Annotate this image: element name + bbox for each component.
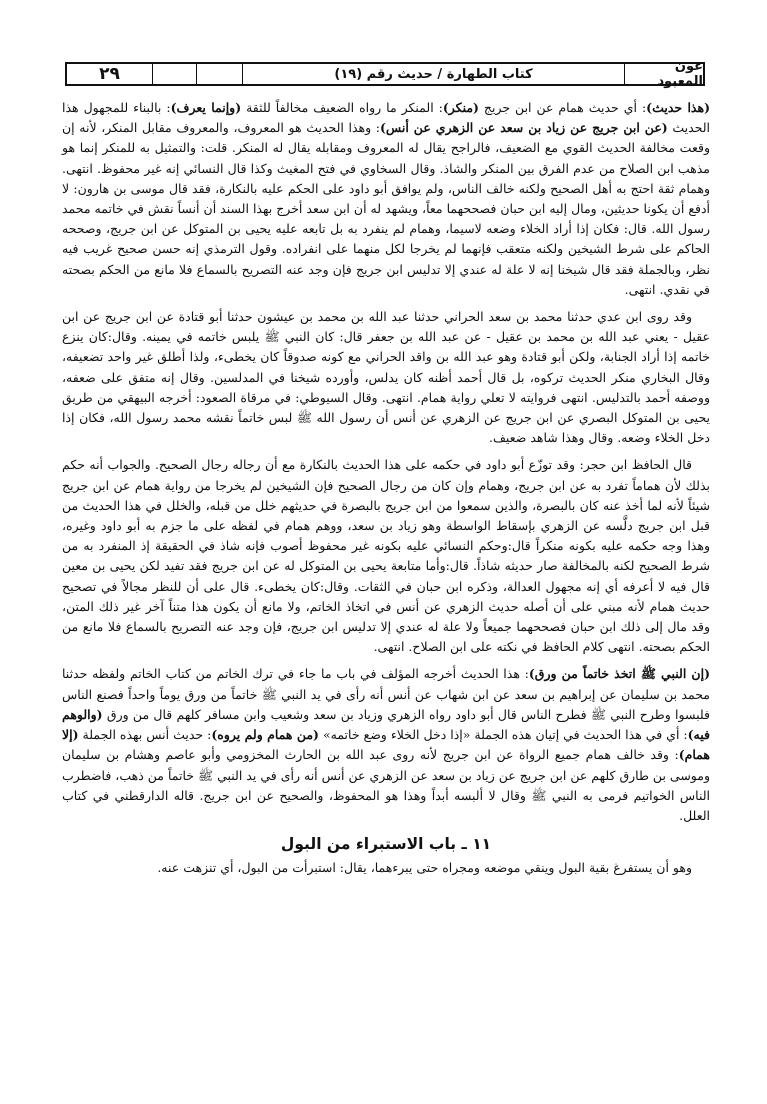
paragraph-3: قال الحافظ ابن حجر: وقد توزّع أبو داود في حكمه على هذا الحديث بالنكارة مع أن رجاله رجال الصحيح. والجواب أنه حكم بذلك لأن هماماً تفرد به عن ابن جريج، وهمام وإن كان من رجال الصحيح فإن الشيخين لم يخرجا من رواية همام عن ابن جريج شيئاً لأنه لما أخذ عنه كان بالبصرة، والذين سمعوا من ابن جريج بالبصرة في حديثهم خلل من قبله، والخلل في هذا الحديث من قبل ابن جريج دلَّسه عن الزهري بإسقاط الواسطة وهو زياد بن سعد، ووهم همام في لفظه على ما جزم به أبو داود وغيره، وهذا وجه حكمه عليه بكونه منكراً قال:وحكم النسائي عليه بكونه غير محفوظ أصوب فإنه شاذ في الحقيقة إذ المنفرد به من شرط الصحيح لكنه بالمخالفة صار حديثه شاذاً. قال:وأما متابعة يحيى بن المتوكل له عن ابن جريج فقد تفيد لكن يحيى بن معين قال فيه لا أعرفه أي إنه مجهول العدالة، وذكره ابن حبان في الثقات. وقال:كان يخطىء. قال على أن للنظر مجالاً في تصحيح حديث همام لأنه مبني على أن أصله حديث الزهري عن أنس في اتخاذ الخاتم، ولا مانع أن يكون هذا متناً آخر غير ذلك المتن، وقد مال إلى ذلك ابن حبان فصححهما جميعاً ولا علة له عندي إلا تدليس ابن جريج، فإن وجد عنه التصريح بالسماع فلا مانع من الحكم بصحته. انتهى كلام الحافظ في نكته على ابن الصلاح. انتهى. xyxy=(62,457,710,655)
lemma: (عن ابن جريج عن زياد بن سعد عن الزهري عن أنس) xyxy=(380,120,668,136)
commentary-text: : وقد خالف همام جميع الرواة عن ابن جريج لأنه روى عبد الله بن الحارث المخزومي وأبو عاصم وهشام بن سليمان وموسى بن طارق كلهم عن ابن جريج عن زياد بن سعد عن الزهري عن أنس أنه رأى في يد النبي ﷺ خاتماً من ذهب، فاضطرب الناس الخواتيم فرمى به النبي ﷺ وقال لا ألبسه أبداً وهذا هو المحفوظ، والصحيح عن ابن جريج. قاله الدارقطني في كتاب العلل. xyxy=(62,747,710,823)
header-empty-cell xyxy=(197,64,243,84)
lemma: (إلا همام) xyxy=(62,727,710,763)
paragraph-1 xyxy=(62,98,710,300)
lemma: (منكر) xyxy=(442,100,479,115)
lemma: (هذا حديث) xyxy=(646,100,710,115)
commentary-text: : المنكر ما رواه الضعيف مخالفاً للثقة xyxy=(241,100,443,115)
commentary-text: : أي حديث همام عن ابن جريج xyxy=(478,100,647,115)
commentary-text: : حديث أنس بهذه الجملة xyxy=(78,727,212,743)
page-body xyxy=(62,98,710,886)
commentary-text: : بالبناء للمجهول هذا الحديث xyxy=(62,100,710,136)
chapter-heading: ١١ ـ باب الاستبراء من البول xyxy=(280,835,492,854)
chapter-intro: وهو أن يستفرغ بقية البول وينقي موضعه ومجراه حتى يبرءهما، يقال: استبرأت من البول، أي تنزهت عنه. xyxy=(157,860,692,876)
book-title: عون المعبود xyxy=(657,59,703,89)
lemma: (والوهم فيه) xyxy=(62,706,710,743)
commentary-text: : أي في هذا الحديث في إتيان هذه الجملة «إذا دخل الخلاء وضع خاتمه» xyxy=(318,727,688,743)
lemma: (وإنما يعرف) xyxy=(170,100,242,115)
lemma: (من همام ولم يروه) xyxy=(211,727,319,743)
page-header xyxy=(65,59,705,89)
section-title: كتاب الطهارة / حديث رقم (١٩) xyxy=(243,64,625,84)
header-empty-cell xyxy=(153,64,197,84)
commentary-text: : وهذا الحديث هو المعروف، والمعروف مقابل المنكر، لأنه إن وقعت مخالفة الحديث القوي مع الضعيف، فالراجح يقال له المعروف ومقابله يقال له المنكر. قلت: والتمثيل به للمنكر إنما هو مذهب ابن الصلاح من عدم الفرق بين المنكر والشاذ. وقال السخاوي في فتح المغيث وكذا قال النسائي إنه غير محفوظ. انتهى. وهمام ثقة احتج به أهل الصحيح ولكنه خالف الناس، ولم يوافق أبو داود على الحكم عليه بالنكارة، فقد قال موسى بن هارون: لا أدفع أن يكونا حديثين، ومال إليه ابن حبان فصححهما معاً، ويشهد له أن ابن سعد أخرج بهذا السند أن أنساً نقش في خاتمه محمد رسول الله. قال: فكان إذا أراد الخلاء وضعه لاسيما، وهمام لم ينفرد به بل تابعه عليه يحيى بن المتوكل عن ابن جريج، وصححه الحاكم على شرط الشيخين ولكنه متعقب فإنهما لم يخرجا لكل منهما على انفراده. وقول الترمذي إنه حسن صحيح غريب فيه نظر، وبالجملة فقد قال شيخنا إنه لا علة له عندي إلا تدليس ابن جريج فإن وجد عنه التصريح بالسماع فلا مانع من الحكم بصحته في نقدي. انتهى. xyxy=(62,120,710,297)
paragraph-4 xyxy=(62,664,710,826)
paragraph-2: وقد روى ابن عدي حدثنا محمد بن سعد الحراني حدثنا عبد الله بن محمد بن عيشون حدثنا أبو قتادة عن ابن جريج عن ابن عقيل - يعني عبد الله بن محمد بن عقيل - عن عبد الله بن جعفر قال: كان النبي ﷺ يلبس خاتمه في يمينه. وقال:كان ينزع خاتمه إذا أراد الجنابة، ولكن أبو قتادة وهو عبد الله بن واقد الحراني مع كونه صدوقاً كان يخطىء، ولذا أطلق غير واحد تضعيفه، وقال البخاري منكر الحديث تركوه، بل قال أحمد أظنه كان يدلس، وأورده شيخنا في المدلسين. وقال إنه متفق على ضعفه، ووصفه أحمد بالتدليس. انتهى فروايته لا تعلي رواية همام. انتهى. وقال السيوطي: في مرقاة الصعود: أخرجه البيهقي من طريق يحيى بن المتوكل البصري عن ابن جريج عن الزهري عن أنس أن رسول الله ﷺ لبس خاتماً نقشه محمد رسول الله، فكان إذا دخل الخلاء وضعه. وقال وهذا شاهد ضعيف. xyxy=(62,309,710,446)
page-number: ٢٩ xyxy=(67,64,153,84)
commentary-text: : هذا الحديث أخرجه المؤلف في باب ما جاء في ترك الخاتم من كتاب الخاتم ولفظه حدثنا محمد بن سليمان عن إبراهيم بن سعد عن ابن شهاب عن أنس أنه رأى في يد النبي ﷺ خاتماً من ورق يوماً واحداً فصنع الناس فلبسوا وطرح النبي ﷺ فطرح الناس قال أبو داود رواه الزهري وزياد بن سعد وشعيب وابن مسافر كلهم قال من ورق xyxy=(62,666,710,722)
lemma: (إن النبي ﷺ اتخذ خاتماً من ورق) xyxy=(528,666,710,682)
